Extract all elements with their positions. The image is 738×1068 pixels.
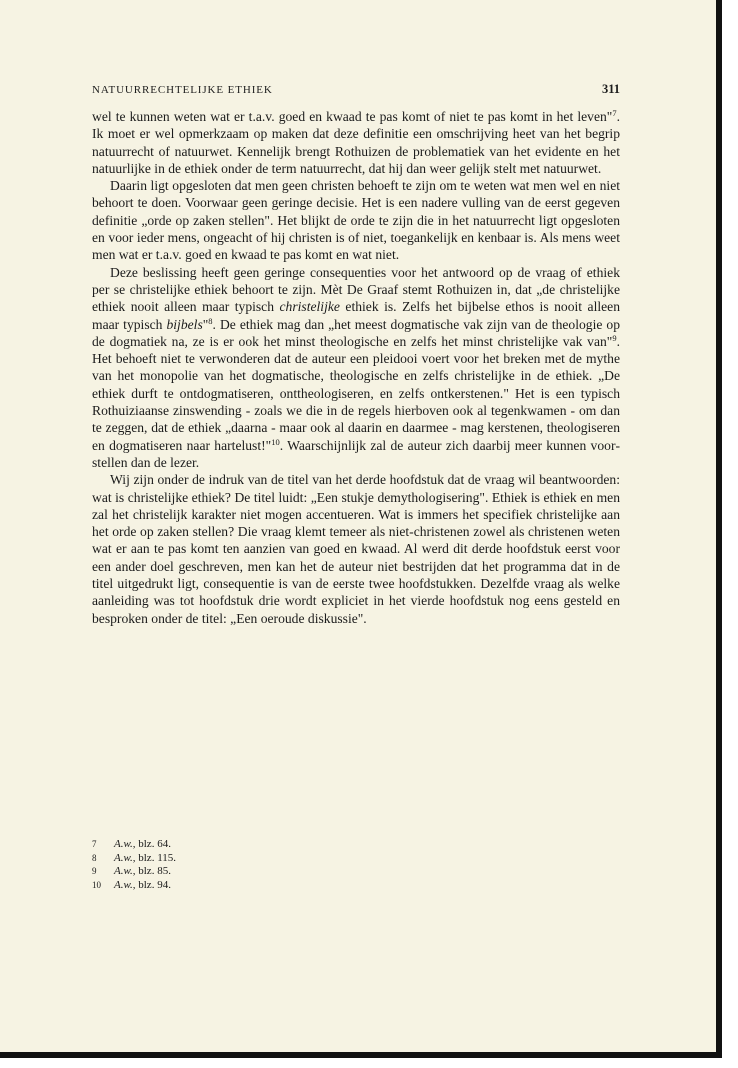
- footnote: [92, 879, 352, 893]
- text-run: . De ethiek mag dan „het meest dogmatische vak zijn van de theologie op de dogmatiek na, ze is er ook het minst theologische en zelfs het minst christelijke vak van": [92, 316, 620, 349]
- text-run: . Ik moet er wel opmerkzaam op maken dat deze definitie een omschrijving heet van het begrip natuurrecht of natuurwet. Kennelijk brengt Rothuizen de problematiek van het evidente en het natuurlijke in de ethiek onder de term natuurrecht, dat hij dan weer gelijk stelt met natuurwet.: [92, 109, 620, 176]
- footnote-ref-text: blz. 115.: [138, 851, 177, 864]
- footnote-number: 10: [92, 879, 101, 890]
- footnote-ref: 10: [271, 436, 280, 447]
- text-run: . Waarschijnlijk zal de auteur zich daarbij meer kunnen voorstellen dan de lezer.: [92, 437, 620, 470]
- text-run: Deze beslissing heeft geen geringe consequenties voor het antwoord op de vraag of ethiek per se christelijke ethiek behoort te zijn. Mèt De Graaf stemt Rothuizen in, dat „de christelijke ethiek nooit alleen maar typisch: [92, 264, 620, 315]
- body-text: [92, 108, 620, 627]
- paragraph: Wij zijn onder de indruk van de titel van het derde hoofdstuk dat de vraag wil beantwoorden: wat is christelijke ethiek? De titel luidt: „Een stukje demythologisering". Ethiek is ethiek en men zal het christelijk karakter niet mogen accentueren. Wat is immers het specifiek christelijke aan het orde op zaken stellen? Die vraag klemt temeer als niet-christenen zowel als christenen weten wat er aan te pas komt ten aanzien van goed en kwaad. Al werd dit derde hoofdstuk eerst voor een ander doel geschreven, men kan het de auteur niet bestrijden dat het programma dat in de titel uitgedrukt ligt, consequentie is van de eerste twee hoofdstukken. Dezelfde vraag als welke aanleiding was tot hoofdstuk drie wordt expliciet in het vierde hoofdstuk nog eens gesteld en besproken onder de titel: „Een oeroude diskussie".: [92, 472, 620, 626]
- footnote-source: A.w.,: [114, 865, 136, 878]
- footnotes: [92, 838, 352, 892]
- footnote-number: 7: [92, 839, 97, 849]
- footnote-source: A.w.,: [114, 851, 136, 864]
- text-run: ": [202, 316, 209, 332]
- italic-run: christelijke: [279, 299, 340, 315]
- paragraph: [92, 108, 620, 177]
- text-run: wel te kunnen weten wat er t.a.v. goed en kwaad te pas komt of niet te pas komt in het leven": [92, 109, 613, 124]
- footnote-ref-text: blz. 64.: [138, 838, 171, 850]
- footnote-ref: 8: [208, 315, 213, 326]
- text-run: ethiek is. Zelfs het bijbelse ethos is nooit alleen maar typisch: [92, 299, 620, 332]
- italic-run: bijbels: [166, 316, 203, 332]
- running-header: [92, 82, 620, 97]
- footnote-source: A.w.,: [114, 878, 136, 891]
- footnote: [92, 852, 352, 866]
- footnote-number: 9: [92, 866, 97, 877]
- footnote-ref-text: blz. 85.: [138, 865, 171, 878]
- footnote-ref: 7: [612, 108, 617, 118]
- text-run: . Het behoeft niet te verwonderen dat de auteur een pleidooi voert voor het breken met de mythe van het monopolie van het dogmatische, theologische en zelfs christelijke in de ethiek. „De ethiek durft te ontdogmatiseren, onttheologiseren, en zelfs ontkerstenen." Het is een typisch Rothuiziaanse zinswending - zoals we die in de regels hierboven ook al tegenkwamen - om dan te zeggen, dat de ethiek „daarna - maar ook al daarin en daarmee - mag kerstenen, theologiseren en dogmatiseren naar hartelust!": [92, 333, 620, 453]
- running-title: NATUURRECHTELIJKE ETHIEK: [92, 84, 273, 96]
- footnote-ref-text: blz. 94.: [138, 878, 171, 891]
- page-number: 311: [601, 82, 620, 96]
- paragraph: [92, 264, 620, 472]
- footnote: [92, 865, 352, 879]
- footnote: [92, 838, 352, 852]
- footnote-number: 8: [92, 852, 97, 863]
- footnote-ref: 9: [612, 332, 617, 343]
- paragraph: Daarin ligt opgesloten dat men geen christen behoeft te zijn om te weten wat men wel en niet behoort te doen. Voorwaar geen geringe decisie. Het is een nadere vulling van de eerst gegeven definitie „orde op zaken stellen". Het blijkt de orde te zijn die in het natuurrecht ligt opgesloten en voor ieder mens, ongeacht of hij christen is of niet, toegankelijk en kenbaar is. Als mens weet men wat er t.a.v. goed en kwaad te pas komt en wat niet.: [92, 178, 620, 263]
- footnote-source: A.w.,: [114, 838, 136, 850]
